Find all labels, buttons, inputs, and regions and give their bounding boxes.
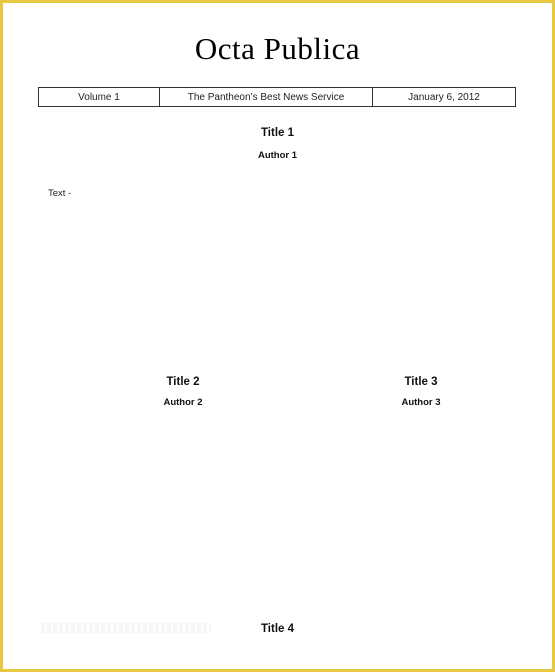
date-cell: January 6, 2012 <box>408 91 480 103</box>
article-2-title: Title 2 <box>166 376 200 388</box>
masthead-title: Octa Publica <box>194 31 361 66</box>
tagline-cell: The Pantheon’s Best News Service <box>160 88 373 106</box>
article-4-title: Title 4 <box>260 623 295 635</box>
article-1-title: Title 1 <box>260 127 295 139</box>
article-2-author: Author 2 <box>163 397 203 408</box>
info-bar <box>38 87 516 107</box>
article-1-text: Text - <box>48 188 72 199</box>
article-3-title: Title 3 <box>404 376 438 388</box>
article-1-author: Author 1 <box>257 150 298 161</box>
article-3-author: Author 3 <box>401 397 441 408</box>
volume-cell: Volume 1 <box>39 88 160 106</box>
